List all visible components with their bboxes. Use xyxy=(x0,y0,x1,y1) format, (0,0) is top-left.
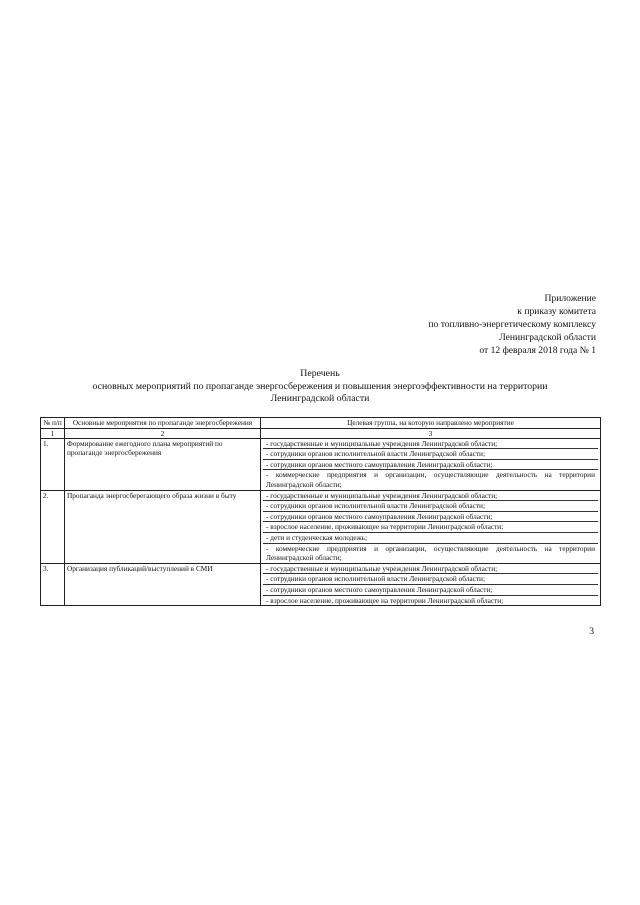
target-group-item: - коммерческие предприятия и организации, осуществляющие деятельность на территории Ленинградской области; xyxy=(266,543,595,563)
measure-name: Организация публикаций/выступлений в СМИ xyxy=(65,563,261,605)
target-group-item: - взрослое население, проживающее на территории Ленинградской области; xyxy=(263,522,598,533)
target-groups xyxy=(261,438,601,490)
target-group-item: - государственные и муниципальные учреждения Ленинградской области; xyxy=(263,439,598,450)
table-row xyxy=(41,490,601,563)
title-line-1: Перечень xyxy=(300,368,340,379)
target-group-item: - государственные и муниципальные учреждения Ленинградской области; xyxy=(263,564,598,575)
row-number: 2. xyxy=(41,490,65,563)
table-row xyxy=(41,438,601,490)
measure-name: Пропаганда энергосберегающего образа жизни в быту xyxy=(65,490,261,563)
target-groups xyxy=(261,563,601,605)
row-number: 3. xyxy=(41,563,65,605)
table-row xyxy=(41,563,601,605)
target-group-item: - дети и студенческая молодежь; xyxy=(263,533,598,544)
header-target-group: Целевая группа, на которую направлено мероприятие xyxy=(261,418,601,429)
target-group-item: - сотрудники органов местного самоуправления Ленинградской области; xyxy=(263,460,598,471)
title-line-3: Ленинградской области xyxy=(270,393,370,404)
target-group-item: - коммерческие предприятия и организации, осуществляющие деятельность на территории Ленинградской области; xyxy=(266,470,595,489)
approval-line: к приказу комитета xyxy=(517,306,596,317)
target-group-item: - сотрудники органов исполнительной власти Ленинградской области; xyxy=(263,574,598,585)
index-cell: 2 xyxy=(65,428,261,438)
table-index-row xyxy=(41,428,601,438)
table-header-row xyxy=(41,418,601,429)
approval-line: по топливно-энергетическому комплексу xyxy=(428,319,596,330)
approval-line: от 12 февраля 2018 года № 1 xyxy=(479,345,596,356)
approval-line: Ленинградской области xyxy=(499,332,596,343)
measure-name: Формирование ежегодного плана мероприятий по пропаганде энергосбережения xyxy=(65,438,261,490)
title-line-2: основных мероприятий по пропаганде энергосбережения и повышения энергоэффективности на территории xyxy=(92,380,548,392)
header-number: № п/п xyxy=(41,418,65,429)
target-group-item: - взрослое население, проживающее на территории Ленинградской области; xyxy=(266,595,504,605)
target-group-item: - сотрудники органов исполнительной власти Ленинградской области; xyxy=(263,501,598,512)
target-groups xyxy=(261,490,601,563)
target-group-item: - сотрудники органов местного самоуправления Ленинградской области; xyxy=(263,512,598,523)
page-number: 3 xyxy=(589,626,594,637)
target-group-item: - сотрудники органов местного самоуправления Ленинградской области; xyxy=(263,585,598,596)
target-group-item: - государственные и муниципальные учреждения Ленинградской области; xyxy=(263,491,598,502)
row-number: 1. xyxy=(41,438,65,490)
approval-line: Приложение xyxy=(544,293,596,304)
measures-table xyxy=(40,417,601,606)
header-measure: Основные мероприятия по пропаганде энергосбережения xyxy=(65,418,261,429)
document-title xyxy=(40,368,600,406)
index-cell: 3 xyxy=(261,428,601,438)
approval-block xyxy=(428,292,596,357)
target-group-item: - сотрудники органов исполнительной власти Ленинградской области; xyxy=(263,449,598,460)
index-cell: 1 xyxy=(41,428,65,438)
